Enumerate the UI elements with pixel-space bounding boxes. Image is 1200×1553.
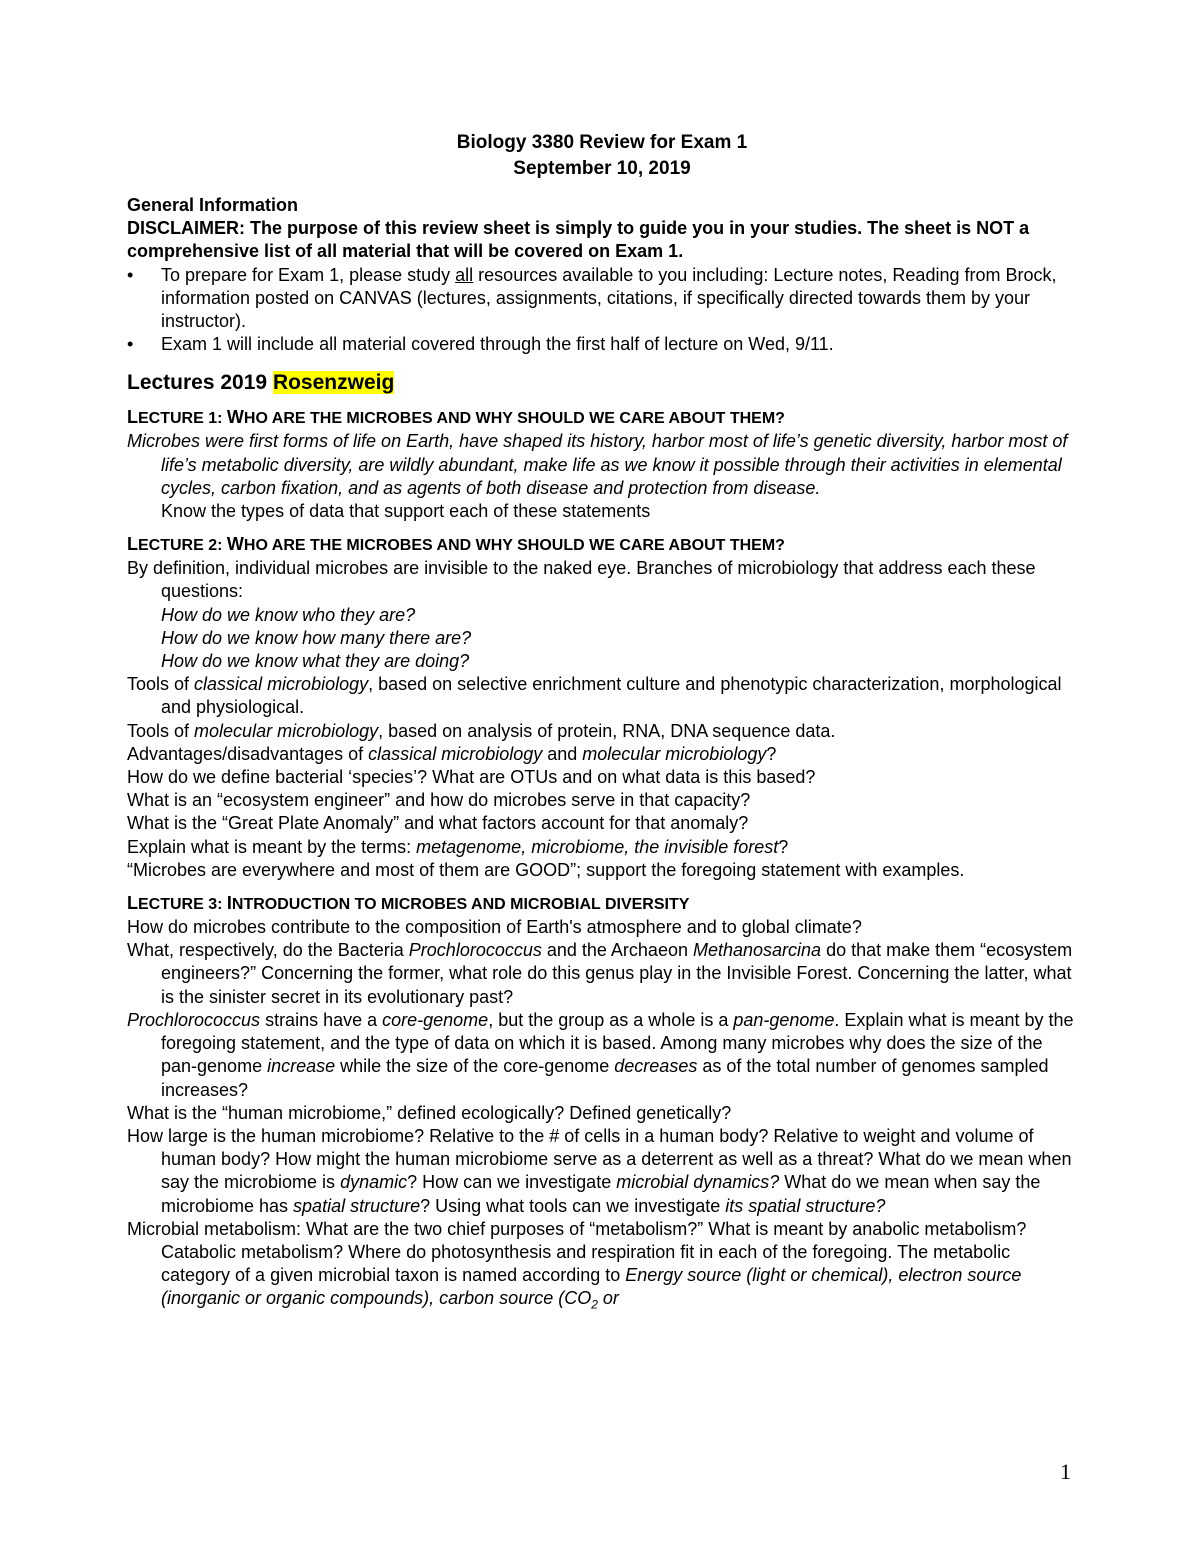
instructor-highlight: Rosenzweig [272,371,395,395]
plate-question: What is the “Great Plate Anomaly” and what factors account for that anomaly? [127,813,749,834]
good-statement: “Microbes are everywhere and most of them are GOOD”; support the foregoing statement with examples. [127,859,965,880]
bacteria-question: What, respectively, do the Bacteria Prochlorococcus and the Archaeon Methanosarcina do that make them “ecosystem engineers?” Concerning the former, what role do this genus play in the Invisible Forest. Concerning the latter, what is the sinister secret in its evolutionary past? [127,940,1073,1007]
microbiome-size-question: How large is the human microbiome? Relative to the # of cells in a human body? Relative to weight and volume of human body? How might the human microbiome serve as a deterrent as well as a threat? What do we mean when say the microbiome is dynamic? How can we investigate microbial dynamics? What do we mean when say the microbiome has spatial structure? Using what tools can we investigate its spatial structure? [127,1125,1072,1216]
lecture-1-heading: LECTURE 1: WHO ARE THE MICROBES AND WHY SHOULD WE CARE ABOUT THEM? [127,407,785,428]
tools-classical: Tools of classical microbiology, based on selective enrichment culture and phenotypic characterization, morphological and physiological. [127,674,1062,718]
engineer-question: What is an “ecosystem engineer” and how do microbes serve in that capacity? [127,790,751,811]
disclaimer: DISCLAIMER: The purpose of this review sheet is simply to guide you in your studies. The sheet is NOT a comprehensive list of all material that will be covered on Exam 1. [127,218,1030,262]
lecture-1-know: Know the types of data that support each of these statements [161,501,651,522]
lecture-1-summary: Microbes were first forms of life on Earth, have shaped its history, harbor most of life’s genetic diversity, harbor most of life’s metabolic diversity, are wildly abundant, make life as we know it possible through their activities in elemental cycles, carbon fixation, and as agents of both disease and protection from disease. [127,431,1068,498]
question: How do we know what they are doing? [161,651,470,672]
list-item: • To prepare for Exam 1, please study all resources available to you including: Lecture notes, Reading from Brock, information posted on CANVAS (lectures, assignments, citations, if specifically directed towards them by your instructor). [127,264,1077,334]
pan-genome-question: Prochlorococcus strains have a core-genome, but the group as a whole is a pan-genome. Explain what is meant by the foregoing statement, and the type of data on which it is based. Among many microbes why does the size of the pan-genome increase while the size of the core-genome decreases as of the total number of genomes sampled increases? [127,1009,1074,1100]
terms-question: Explain what is meant by the terms: metagenome, microbiome, the invisible forest? [127,836,789,857]
general-info-heading: General Information [127,195,299,215]
question: How do we know how many there are? [161,627,472,648]
general-bullets [127,264,1077,357]
human-microbiome-question: What is the “human microbiome,” defined ecologically? Defined genetically? [127,1102,732,1123]
document-body [127,130,1077,1317]
list-item: • Exam 1 will include all material covered through the first half of lecture on Wed, 9/11. [127,333,1077,356]
doc-title: Biology 3380 Review for Exam 1 [456,132,748,153]
metabolism-question: Microbial metabolism: What are the two chief purposes of “metabolism?” What is meant by anabolic metabolism? Catabolic metabolism? Where do photosynthesis and respiration fit in each of the foregoing. The metabolic category of a given microbial taxon is named according to Energy source (light or chemical), electron source (inorganic or organic compounds), carbon source ($CO_2$ or [127,1218,1027,1312]
lecture-2-intro: By definition, individual microbes are invisible to the naked eye. Branches of microbiology that address each these questions: [127,558,1036,602]
lectures-heading: Lectures 2019 Rosenzweig [127,371,395,395]
question: How do we know who they are? [161,604,416,625]
page-number: 1 [1060,1459,1071,1484]
lecture-2-heading: LECTURE 2: WHO ARE THE MICROBES AND WHY SHOULD WE CARE ABOUT THEM? [127,534,785,555]
doc-date: September 10, 2019 [513,158,691,179]
atmosphere-question: How do microbes contribute to the composition of Earth's atmosphere and to global climate? [127,917,862,938]
species-question: How do we define bacterial ‘species’? What are OTUs and on what data is this based? [127,767,816,788]
lecture-3-heading: LECTURE 3: INTRODUCTION TO MICROBES AND MICROBIAL DIVERSITY [127,893,690,914]
advantages: Advantages/disadvantages of classical microbiology and molecular microbiology? [127,743,777,764]
tools-molecular: Tools of molecular microbiology, based on analysis of protein, RNA, DNA sequence data. [127,720,836,741]
